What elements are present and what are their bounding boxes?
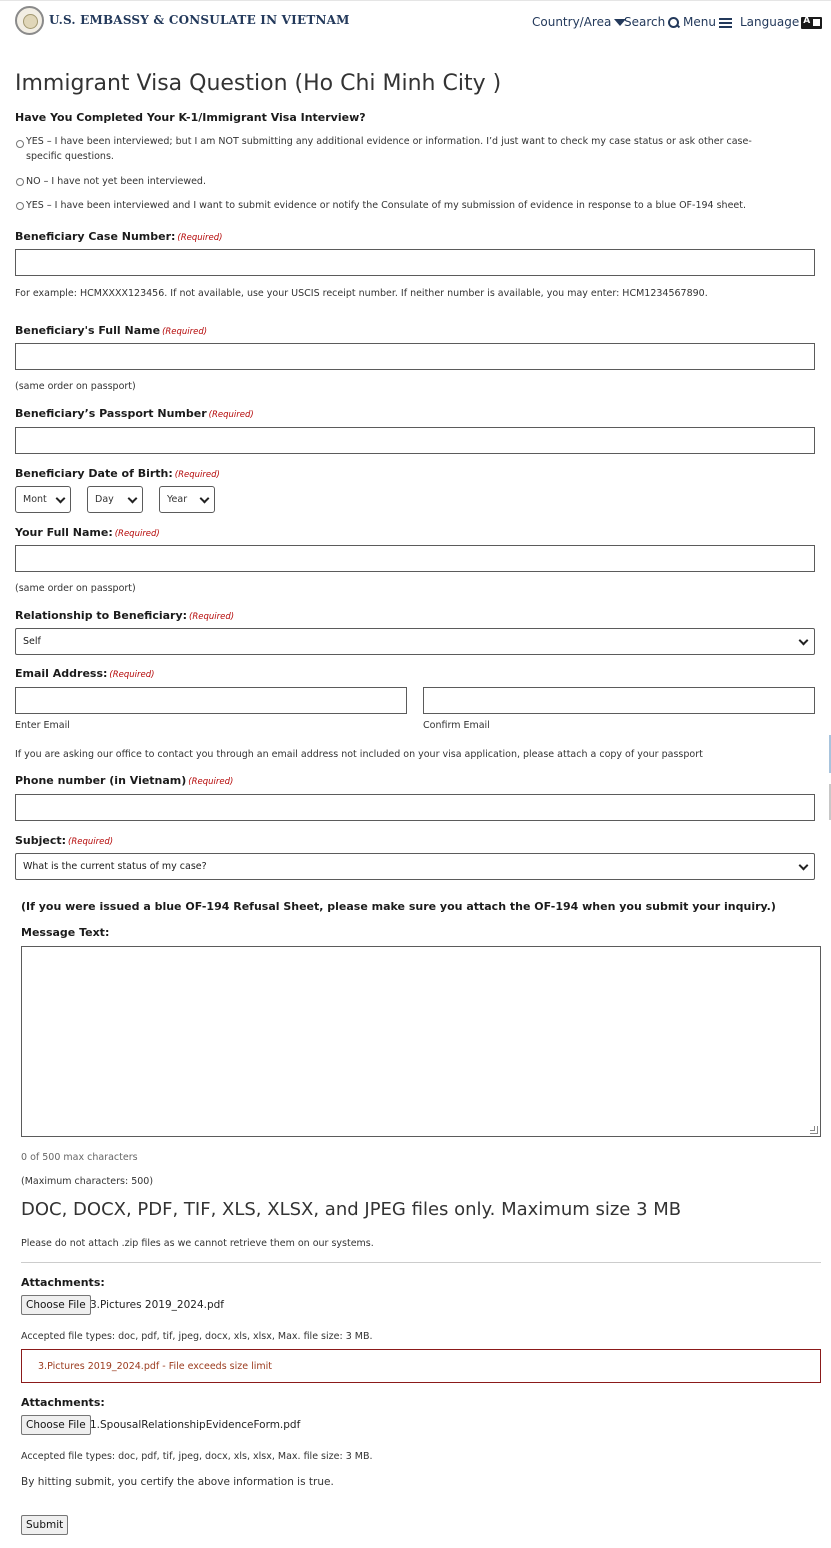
nav-menu[interactable] [683, 15, 732, 29]
beneficiary-name-label-text: Beneficiary's Full Name [15, 324, 161, 337]
required-tag: (Required) [174, 470, 220, 480]
relationship-select[interactable] [15, 628, 815, 655]
file-error-text: 3.Pictures 2019_2024.pdf - File exceeds size limit [38, 1361, 272, 1372]
case-number-label-text: Beneficiary Case Number: [15, 230, 176, 243]
subject-select[interactable] [15, 853, 815, 880]
required-tag: (Required) [114, 529, 160, 539]
phone-input[interactable] [15, 794, 815, 821]
dob-day-value: Day [95, 494, 114, 505]
radio-label-interviewed-submit-evidence: YES – I have been interviewed and I want to submit evidence or notify the Consulate of my submission of evidence in response to a blue OF-194 sheet. [26, 200, 747, 211]
email-note: If you are asking our office to contact you through an email address not included on your visa application, please attach a copy of your passport [15, 749, 703, 760]
required-tag: (Required) [208, 410, 254, 420]
submit-button[interactable]: Submit [21, 1515, 68, 1535]
choose-file-button[interactable]: Choose File [21, 1295, 91, 1315]
your-name-label [15, 526, 160, 539]
case-number-label [15, 230, 222, 243]
dob-month-value: Mont [23, 494, 47, 505]
relationship-value: Self [23, 636, 41, 647]
chevron-down-icon [128, 494, 138, 504]
subject-label-text: Subject: [15, 834, 67, 847]
nav-country-area[interactable] [532, 15, 626, 29]
beneficiary-name-input[interactable] [15, 343, 815, 370]
email-sublabel: Enter Email [15, 720, 70, 731]
dob-year-select[interactable] [159, 486, 215, 513]
message-textarea[interactable] [21, 946, 821, 1137]
chevron-down-icon [56, 494, 66, 504]
relationship-label [15, 609, 234, 622]
nav-search-label: Search [624, 15, 666, 29]
radio-interviewed-submit-evidence[interactable] [16, 202, 24, 210]
resize-handle-icon[interactable] [810, 1126, 818, 1134]
dob-year-value: Year [167, 494, 188, 505]
dob-label-text: Beneficiary Date of Birth: [15, 467, 173, 480]
accepted-types-note: Accepted file types: doc, pdf, tif, jpeg, docx, xls, xlsx, Max. file size: 3 MB. [21, 1451, 373, 1462]
attachments-label: Attachments: [21, 1276, 105, 1289]
nav-country-label: Country/Area [532, 15, 612, 29]
of194-notice: (If you were issued a blue OF-194 Refusal Sheet, please make sure you attach the OF-194 when you submit your inquiry.) [21, 900, 776, 913]
attached-file-name: 1.SpousalRelationshipEvidenceForm.pdf [90, 1419, 301, 1431]
confirm-email-sublabel: Confirm Email [423, 720, 490, 731]
required-tag: (Required) [68, 837, 114, 847]
subject-label [15, 834, 113, 847]
radio-interviewed-no-evidence[interactable] [16, 140, 24, 148]
case-number-input[interactable] [15, 249, 815, 276]
your-name-label-text: Your Full Name: [15, 526, 113, 539]
dob-label [15, 467, 220, 480]
subject-value: What is the current status of my case? [23, 861, 207, 872]
hamburger-icon [719, 18, 732, 28]
dob-month-select[interactable] [15, 486, 71, 513]
divider [21, 1262, 821, 1263]
dob-day-select[interactable] [87, 486, 143, 513]
chevron-down-icon [799, 636, 809, 646]
zip-note: Please do not attach .zip files as we cannot retrieve them on our systems. [21, 1238, 374, 1249]
email-input[interactable] [15, 687, 407, 714]
certify-text: By hitting submit, you certify the above information is true. [21, 1476, 334, 1488]
case-number-help: For example: HCMXXXX123456. If not available, use your USCIS receipt number. If neither number is available, you may enter: HCM1234567890. [15, 288, 708, 299]
search-icon [668, 17, 679, 28]
beneficiary-name-label [15, 324, 207, 337]
max-chars-note: (Maximum characters: 500) [21, 1176, 154, 1187]
radio-label-not-interviewed: NO – I have not yet been interviewed. [26, 176, 206, 187]
email-label-text: Email Address: [15, 667, 108, 680]
interview-question-label: Have You Completed Your K-1/Immigrant Visa Interview? [15, 111, 366, 124]
required-tag: (Required) [162, 327, 208, 337]
beneficiary-name-help: (same order on passport) [15, 381, 136, 392]
nav-menu-label: Menu [683, 15, 716, 29]
file-error-alert [21, 1349, 821, 1383]
chevron-down-icon [799, 861, 809, 871]
required-tag: (Required) [177, 233, 223, 243]
email-label [15, 667, 154, 680]
required-tag: (Required) [109, 670, 155, 680]
required-tag: (Required) [188, 777, 234, 787]
language-icon [801, 17, 822, 29]
site-brand[interactable]: U.S. EMBASSY & CONSULATE IN VIETNAM [49, 13, 350, 27]
passport-label [15, 407, 254, 420]
nav-language-label: Language [740, 15, 800, 29]
radio-not-interviewed[interactable] [16, 178, 24, 186]
choose-file-button[interactable]: Choose File [21, 1415, 91, 1435]
file-types-heading: DOC, DOCX, PDF, TIF, XLS, XLSX, and JPEG files only. Maximum size 3 MB [21, 1199, 682, 1220]
passport-label-text: Beneficiary’s Passport Number [15, 407, 207, 420]
confirm-email-input[interactable] [423, 687, 815, 714]
radio-label-interviewed-no-evidence: YES – I have been interviewed; but I am NOT submitting any additional evidence or information. I’d just want to check my case status or ask other case-specific questions. [26, 136, 752, 162]
site-header [0, 0, 831, 42]
embassy-seal-icon[interactable] [15, 6, 44, 35]
attached-file-name: 3.Pictures 2019_2024.pdf [90, 1299, 224, 1311]
chevron-down-icon [200, 494, 210, 504]
page-title: Immigrant Visa Question (Ho Chi Minh City ) [15, 71, 502, 96]
accepted-types-note: Accepted file types: doc, pdf, tif, jpeg, docx, xls, xlsx, Max. file size: 3 MB. [21, 1331, 373, 1342]
required-tag: (Required) [189, 612, 235, 622]
message-label: Message Text: [21, 926, 110, 939]
nav-search[interactable] [624, 15, 679, 29]
passport-input[interactable] [15, 427, 815, 454]
phone-label-text: Phone number (in Vietnam) [15, 774, 187, 787]
your-name-input[interactable] [15, 545, 815, 572]
attachments-label: Attachments: [21, 1396, 105, 1409]
char-counter: 0 of 500 max characters [21, 1152, 138, 1163]
phone-label [15, 774, 233, 787]
your-name-help: (same order on passport) [15, 583, 136, 594]
relationship-label-text: Relationship to Beneficiary: [15, 609, 188, 622]
nav-language[interactable] [740, 15, 822, 29]
